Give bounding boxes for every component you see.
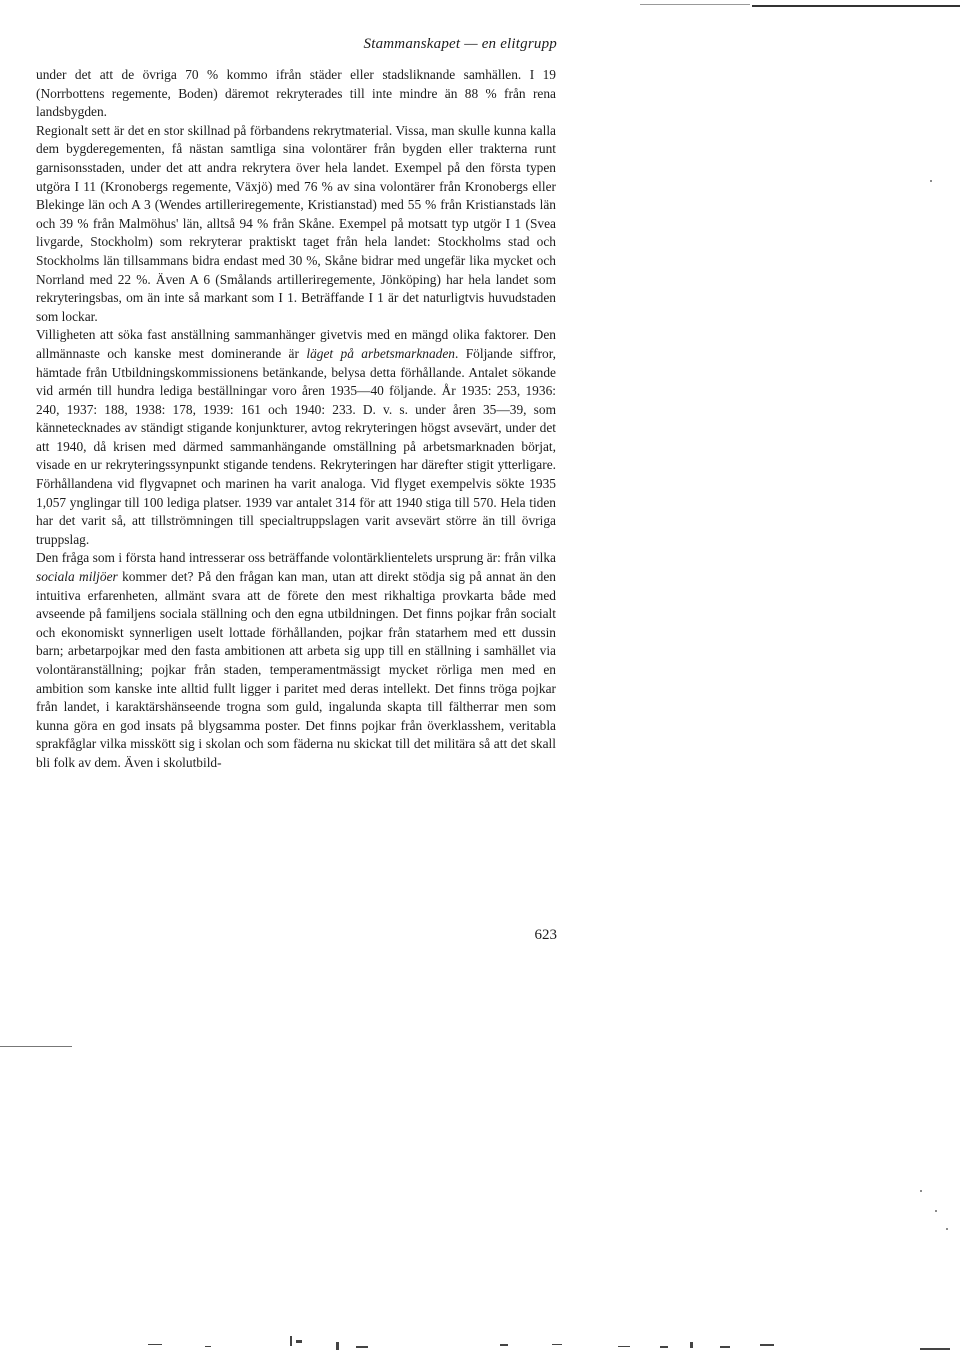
paragraph-text: kommer det? På den frågan kan man, utan att direkt stödja sig på annat än den intuitiva erfarenheten, allmänt svara att de förete den mest rikhaltiga provkarta både med avseende på familjens sociala ställning och den egna utbildningen. Det finns pojkar från socialt och ekonomiskt synnerligen uselt lottade förhållanden, pojkar från statarhem med ett dussin barn; arbetarpojkar med den fasta ambitionen att arbeta sig upp till en ställning i samhället via volontäranställning; pojkar från staden, temperamentmässigt mycket rörliga men med en ambition som kanske inte alltid fullt ligger i paritet med deras intellekt. Det finns tröga pojkar från landet, i karaktärshänseende trogna som guld, ingalunda skapta till fältherrar men som kunna göra en god insats på blygsamma poster. Det finns pojkar från överklasshem, veritabla sprakfåglar vilka misskött sig i skolan och som fäderna nu skickat till det militära så att det skall bli folk av dem. Även i skolutbild-	[36, 569, 556, 770]
scan-speck	[935, 1210, 937, 1212]
running-head: Stammanskapet — en elitgrupp	[363, 36, 557, 52]
emphasis-text: läget på arbetsmarknaden	[306, 345, 455, 361]
paragraph	[36, 326, 556, 549]
paragraph	[36, 549, 556, 772]
paragraph-text: under det att de övriga 70 % kommo ifrån städer eller stadsliknande samhällen. I 19 (Norrbottens regemente, Boden) däremot rekryterades till inte mindre än 88 % från rena landsbygden.	[36, 67, 556, 120]
scan-edge-line	[0, 1046, 72, 1047]
paragraph	[36, 122, 556, 327]
paragraph-text: Den fråga som i första hand intresserar oss beträffande volontärklientelets ursprung är: från vilka	[36, 550, 556, 566]
paragraph	[36, 66, 556, 122]
scan-edge-line	[752, 5, 960, 7]
scan-speck	[920, 1190, 922, 1192]
scan-noise	[0, 1330, 960, 1355]
body-text	[36, 66, 556, 773]
paragraph-text: Villigheten att söka fast anställning sammanhänger givetvis med en mängd olika faktorer. Den allmännaste och kanske mest dominerande är	[36, 327, 556, 361]
page-number: 623	[534, 927, 557, 943]
paragraph-text: Regionalt sett är det en stor skillnad på förbandens rekrytmaterial. Vissa, man skulle kunna kalla dem bygderegementen, få nästan samtliga sina volontärer från bygden eller trakterna runt garnisonsstaden, under det att andra rekrytera över hela landet. Exempel på den första typen utgöra I 11 (Kronobergs regemente, Växjö) med 76 % av sina volontärer från Kronobergs eller Blekinge län och A 3 (Wendes artilleriregemente, Kristianstad) med 55 % från Kristianstads län och 39 % från Malmöhus' län, alltså 94 % från Skåne. Exempel på motsatt typ utgör I 1 (Svea livgarde, Stockholm) som rekryterar praktiskt taget från hela landet: Stockholms stad och Stockholms län tillsammans bidra endast med 30 %, Skåne bidrar med ungefär lika mycket och Norrland med 22 %. Även A 6 (Smålands artilleriregemente, Jönköping) har hela landet som rekryteringsbas, om än inte så markant som I 1. Beträffande I 1 är det naturligtvis huvudstaden som lockar.	[36, 122, 556, 324]
paragraph-text: . Följande siffror, hämtade från Utbildningskommissionens betänkande, belysa detta förhållande. Antalet sökande vid armén till hundra lediga beställningar voro åren 1935—40 följande. År 1935: 253, 1936: 240, 1937: 188, 1938: 178, 1939: 161 och 1940: 233. D. v. s. under åren 35—39, som kännetecknades av ständigt stigande konjunkturer, avtog rekryteringen högst avsevärt, under det att 1940, då krisen med därmed sammanhängande omställning på arbetsmarknaden börjat, visade en ur rekryteringssynpunkt stigande tendens. Rekryteringen har därefter stigit ytterligare. Förhållandena vid flygvapnet och marinen ha varit analoga. Vid flyget exempelvis sökte 1935 1,057 ynglingar till 100 lediga platser. 1939 var antalet 314 för att 1940 stiga till 570. Hela tiden har det varit så, att tillströmningen till specialtruppslagen varit avsevärt större än till övriga truppslag.	[36, 345, 556, 547]
scan-speck	[946, 1228, 948, 1230]
scan-edge-line	[640, 4, 750, 5]
emphasis-text: sociala miljöer	[36, 569, 118, 585]
scan-speck	[930, 180, 932, 182]
